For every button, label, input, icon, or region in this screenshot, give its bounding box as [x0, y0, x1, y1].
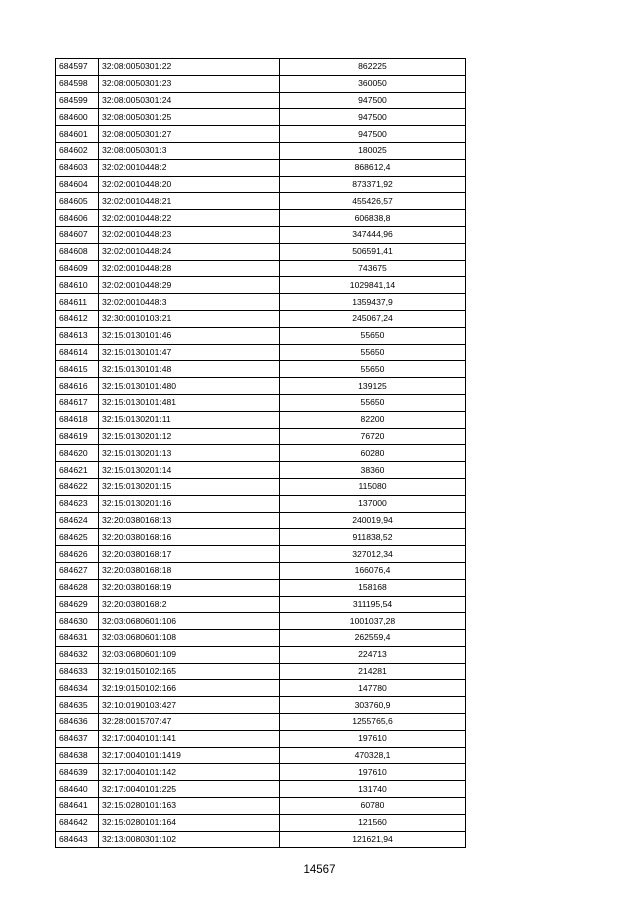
- table-row: [56, 411, 466, 428]
- row-id: 684603: [56, 159, 99, 176]
- row-id: 684597: [56, 59, 99, 76]
- row-id: 684632: [56, 646, 99, 663]
- table-row: [56, 428, 466, 445]
- table-row: [56, 697, 466, 714]
- cadastral-value: 121560: [280, 814, 466, 831]
- cadastral-number: 32:20:0380168:18: [99, 562, 280, 579]
- table-row: [56, 596, 466, 613]
- cadastral-number: 32:15:0130201:14: [99, 462, 280, 479]
- table-row: [56, 327, 466, 344]
- cadastral-value: 1029841,14: [280, 277, 466, 294]
- cadastral-value: 60280: [280, 445, 466, 462]
- cadastral-number: 32:08:0050301:25: [99, 109, 280, 126]
- table-row: [56, 92, 466, 109]
- table-row: [56, 75, 466, 92]
- table-row: [56, 613, 466, 630]
- cadastral-number: 32:20:0380168:16: [99, 529, 280, 546]
- cadastral-value: 55650: [280, 344, 466, 361]
- row-id: 684610: [56, 277, 99, 294]
- row-id: 684606: [56, 210, 99, 227]
- cadastral-value: 224713: [280, 646, 466, 663]
- row-id: 684612: [56, 310, 99, 327]
- cadastral-number: 32:17:0040101:141: [99, 730, 280, 747]
- cadastral-number: 32:15:0130101:48: [99, 361, 280, 378]
- table-row: [56, 478, 466, 495]
- cadastral-value: 862225: [280, 59, 466, 76]
- cadastral-value: 240019,94: [280, 512, 466, 529]
- table-row: [56, 714, 466, 731]
- table-row: [56, 294, 466, 311]
- cadastral-number: 32:15:0130201:11: [99, 411, 280, 428]
- row-id: 684635: [56, 697, 99, 714]
- row-id: 684622: [56, 478, 99, 495]
- table-row: [56, 495, 466, 512]
- table-row: [56, 260, 466, 277]
- cadastral-value: 347444,96: [280, 226, 466, 243]
- row-id: 684608: [56, 243, 99, 260]
- row-id: 684607: [56, 226, 99, 243]
- row-id: 684616: [56, 378, 99, 395]
- table-row: [56, 546, 466, 563]
- table-row: [56, 109, 466, 126]
- cadastral-number: 32:03:0680601:106: [99, 613, 280, 630]
- cadastral-value: 55650: [280, 361, 466, 378]
- cadastral-value: 82200: [280, 411, 466, 428]
- cadastral-number: 32:02:0010448:29: [99, 277, 280, 294]
- cadastral-value: 60780: [280, 798, 466, 815]
- table-row: [56, 562, 466, 579]
- cadastral-number: 32:17:0040101:225: [99, 781, 280, 798]
- cadastral-number: 32:02:0010448:28: [99, 260, 280, 277]
- table-row: [56, 663, 466, 680]
- cadastral-value: 303760,9: [280, 697, 466, 714]
- cadastral-value: 115080: [280, 478, 466, 495]
- cadastral-value: 139125: [280, 378, 466, 395]
- cadastral-number: 32:10:0190103:427: [99, 697, 280, 714]
- row-id: 684600: [56, 109, 99, 126]
- cadastral-value: 606838,8: [280, 210, 466, 227]
- page-number: 14567: [303, 864, 336, 876]
- row-id: 684614: [56, 344, 99, 361]
- cadastral-value: 947500: [280, 126, 466, 143]
- row-id: 684633: [56, 663, 99, 680]
- table-row: [56, 142, 466, 159]
- table-row: [56, 814, 466, 831]
- cadastral-number: 32:02:0010448:21: [99, 193, 280, 210]
- cadastral-value: 147780: [280, 680, 466, 697]
- cadastral-number: 32:15:0130201:13: [99, 445, 280, 462]
- cadastral-value: 131740: [280, 781, 466, 798]
- cadastral-number: 32:20:0380168:2: [99, 596, 280, 613]
- row-id: 684605: [56, 193, 99, 210]
- row-id: 684611: [56, 294, 99, 311]
- table-row: [56, 210, 466, 227]
- data-table: [55, 58, 466, 848]
- cadastral-number: 32:13:0080301:102: [99, 831, 280, 848]
- cadastral-number: 32:02:0010448:23: [99, 226, 280, 243]
- cadastral-value: 506591,41: [280, 243, 466, 260]
- table-row: [56, 59, 466, 76]
- row-id: 684601: [56, 126, 99, 143]
- cadastral-number: 32:15:0130201:15: [99, 478, 280, 495]
- row-id: 684620: [56, 445, 99, 462]
- row-id: 684599: [56, 92, 99, 109]
- cadastral-value: 76720: [280, 428, 466, 445]
- cadastral-value: 470328,1: [280, 747, 466, 764]
- cadastral-number: 32:08:0050301:24: [99, 92, 280, 109]
- table-row: [56, 630, 466, 647]
- row-id: 684638: [56, 747, 99, 764]
- cadastral-number: 32:08:0050301:27: [99, 126, 280, 143]
- cadastral-value: 137000: [280, 495, 466, 512]
- row-id: 684626: [56, 546, 99, 563]
- cadastral-value: 947500: [280, 109, 466, 126]
- cadastral-value: 743675: [280, 260, 466, 277]
- cadastral-value: 327012,34: [280, 546, 466, 563]
- row-id: 684631: [56, 630, 99, 647]
- row-id: 684618: [56, 411, 99, 428]
- table-row: [56, 445, 466, 462]
- cadastral-value: 360050: [280, 75, 466, 92]
- cadastral-value: 121621,94: [280, 831, 466, 848]
- table-row: [56, 176, 466, 193]
- cadastral-value: 1359437,9: [280, 294, 466, 311]
- row-id: 684637: [56, 730, 99, 747]
- table-row: [56, 226, 466, 243]
- table-row: [56, 126, 466, 143]
- cadastral-value: 214281: [280, 663, 466, 680]
- table-row: [56, 462, 466, 479]
- table-row: [56, 831, 466, 848]
- cadastral-number: 32:02:0010448:3: [99, 294, 280, 311]
- row-id: 684615: [56, 361, 99, 378]
- cadastral-number: 32:02:0010448:22: [99, 210, 280, 227]
- cadastral-number: 32:17:0040101:142: [99, 764, 280, 781]
- table-row: [56, 730, 466, 747]
- row-id: 684617: [56, 394, 99, 411]
- cadastral-number: 32:15:0130101:47: [99, 344, 280, 361]
- row-id: 684643: [56, 831, 99, 848]
- cadastral-number: 32:17:0040101:1419: [99, 747, 280, 764]
- cadastral-value: 873371,92: [280, 176, 466, 193]
- cadastral-value: 197610: [280, 730, 466, 747]
- row-id: 684629: [56, 596, 99, 613]
- row-id: 684640: [56, 781, 99, 798]
- row-id: 684602: [56, 142, 99, 159]
- cadastral-number: 32:15:0130201:16: [99, 495, 280, 512]
- row-id: 684636: [56, 714, 99, 731]
- row-id: 684598: [56, 75, 99, 92]
- table-row: [56, 798, 466, 815]
- row-id: 684623: [56, 495, 99, 512]
- table-row: [56, 277, 466, 294]
- cadastral-value: 197610: [280, 764, 466, 781]
- row-id: 684609: [56, 260, 99, 277]
- cadastral-number: 32:03:0680601:108: [99, 630, 280, 647]
- table-row: [56, 579, 466, 596]
- cadastral-value: 1001037,28: [280, 613, 466, 630]
- row-id: 684624: [56, 512, 99, 529]
- table-row: [56, 193, 466, 210]
- cadastral-number: 32:15:0130201:12: [99, 428, 280, 445]
- table-row: [56, 378, 466, 395]
- table-row: [56, 344, 466, 361]
- table-row: [56, 680, 466, 697]
- cadastral-value: 947500: [280, 92, 466, 109]
- row-id: 684621: [56, 462, 99, 479]
- table-row: [56, 529, 466, 546]
- cadastral-value: 1255765,6: [280, 714, 466, 731]
- cadastral-number: 32:19:0150102:165: [99, 663, 280, 680]
- cadastral-number: 32:15:0130101:46: [99, 327, 280, 344]
- cadastral-number: 32:15:0130101:480: [99, 378, 280, 395]
- cadastral-number: 32:20:0380168:13: [99, 512, 280, 529]
- row-id: 684634: [56, 680, 99, 697]
- cadastral-value: 311195,54: [280, 596, 466, 613]
- cadastral-value: 180025: [280, 142, 466, 159]
- table-row: [56, 243, 466, 260]
- table-row: [56, 159, 466, 176]
- cadastral-value: 911838,52: [280, 529, 466, 546]
- table-row: [56, 394, 466, 411]
- cadastral-value: 868612,4: [280, 159, 466, 176]
- row-id: 684627: [56, 562, 99, 579]
- cadastral-value: 55650: [280, 327, 466, 344]
- table-row: [56, 361, 466, 378]
- cadastral-number: 32:02:0010448:24: [99, 243, 280, 260]
- table-row: [56, 310, 466, 327]
- cadastral-number: 32:20:0380168:19: [99, 579, 280, 596]
- cadastral-value: 245067,24: [280, 310, 466, 327]
- row-id: 684641: [56, 798, 99, 815]
- row-id: 684639: [56, 764, 99, 781]
- cadastral-number: 32:19:0150102:166: [99, 680, 280, 697]
- cadastral-value: 455426,57: [280, 193, 466, 210]
- cadastral-value: 166076,4: [280, 562, 466, 579]
- cadastral-number: 32:02:0010448:20: [99, 176, 280, 193]
- cadastral-value: 262559,4: [280, 630, 466, 647]
- cadastral-number: 32:15:0280101:163: [99, 798, 280, 815]
- table-row: [56, 646, 466, 663]
- cadastral-number: 32:20:0380168:17: [99, 546, 280, 563]
- table-row: [56, 512, 466, 529]
- row-id: 684628: [56, 579, 99, 596]
- row-id: 684625: [56, 529, 99, 546]
- cadastral-number: 32:30:0010103:21: [99, 310, 280, 327]
- cadastral-value: 38360: [280, 462, 466, 479]
- cadastral-number: 32:15:0130101:481: [99, 394, 280, 411]
- cadastral-number: 32:28:0015707:47: [99, 714, 280, 731]
- row-id: 684619: [56, 428, 99, 445]
- table-row: [56, 747, 466, 764]
- row-id: 684604: [56, 176, 99, 193]
- table-body: [56, 59, 466, 848]
- cadastral-number: 32:08:0050301:3: [99, 142, 280, 159]
- cadastral-value: 158168: [280, 579, 466, 596]
- cadastral-number: 32:08:0050301:22: [99, 59, 280, 76]
- row-id: 684613: [56, 327, 99, 344]
- cadastral-value: 55650: [280, 394, 466, 411]
- row-id: 684642: [56, 814, 99, 831]
- cadastral-number: 32:15:0280101:164: [99, 814, 280, 831]
- table-row: [56, 781, 466, 798]
- row-id: 684630: [56, 613, 99, 630]
- table-row: [56, 764, 466, 781]
- cadastral-number: 32:08:0050301:23: [99, 75, 280, 92]
- cadastral-number: 32:03:0680601:109: [99, 646, 280, 663]
- cadastral-number: 32:02:0010448:2: [99, 159, 280, 176]
